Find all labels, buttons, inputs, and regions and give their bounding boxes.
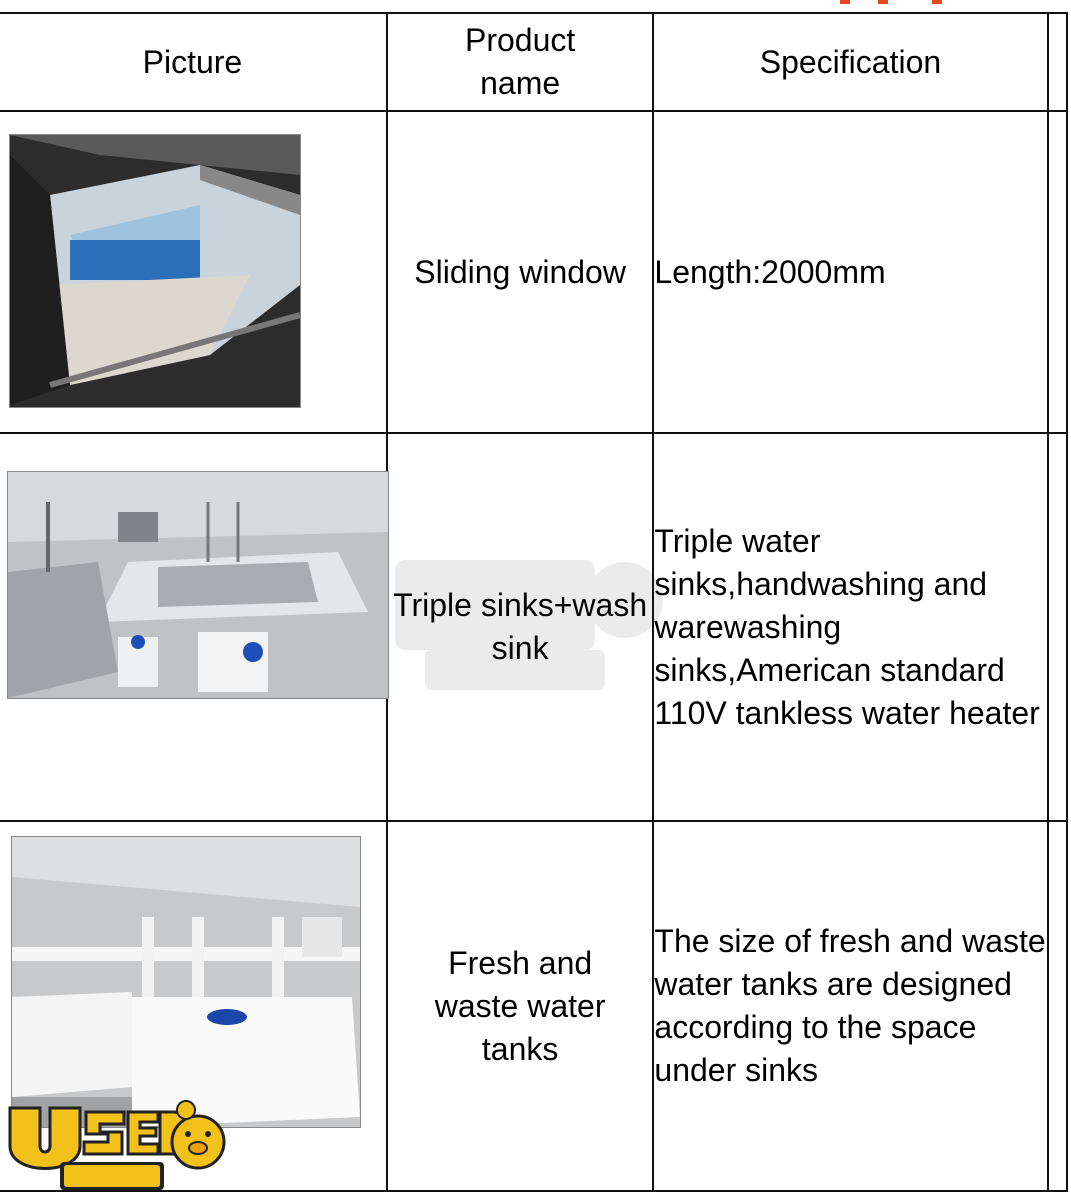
cutoff-cell — [1048, 433, 1067, 821]
cutoff-cell — [1048, 111, 1067, 433]
picture-cell — [0, 111, 387, 433]
product-name-cell: Triple sinks+wash sink — [387, 433, 654, 821]
used-vending-logo — [8, 1098, 233, 1194]
top-accent-marks — [840, 0, 960, 4]
product-name-cell: Sliding window — [387, 111, 654, 433]
table-row — [0, 111, 1067, 433]
header-specification: Specification — [653, 13, 1047, 111]
specification-cell: Triple water sinks,handwashing and warewashing sinks,American standard 110V tankless water heater — [653, 433, 1047, 821]
picture-cell — [0, 433, 387, 821]
specification-cell: Length:2000mm — [653, 111, 1047, 433]
triple-sinks-photo — [7, 471, 389, 699]
spec-table — [0, 12, 1068, 1192]
header-picture: Picture — [0, 13, 387, 111]
header-row — [0, 13, 1067, 111]
header-product-name: Product name — [387, 13, 654, 111]
specification-cell: The size of fresh and waste water tanks are designed according to the space under sinks — [653, 821, 1047, 1191]
sliding-window-photo — [9, 134, 301, 408]
water-tanks-photo — [11, 836, 361, 1128]
product-name-cell: Fresh and waste water tanks — [387, 821, 654, 1191]
cutoff-cell — [1048, 821, 1067, 1191]
header-cutoff-column — [1048, 13, 1067, 111]
table-row — [0, 433, 1067, 821]
